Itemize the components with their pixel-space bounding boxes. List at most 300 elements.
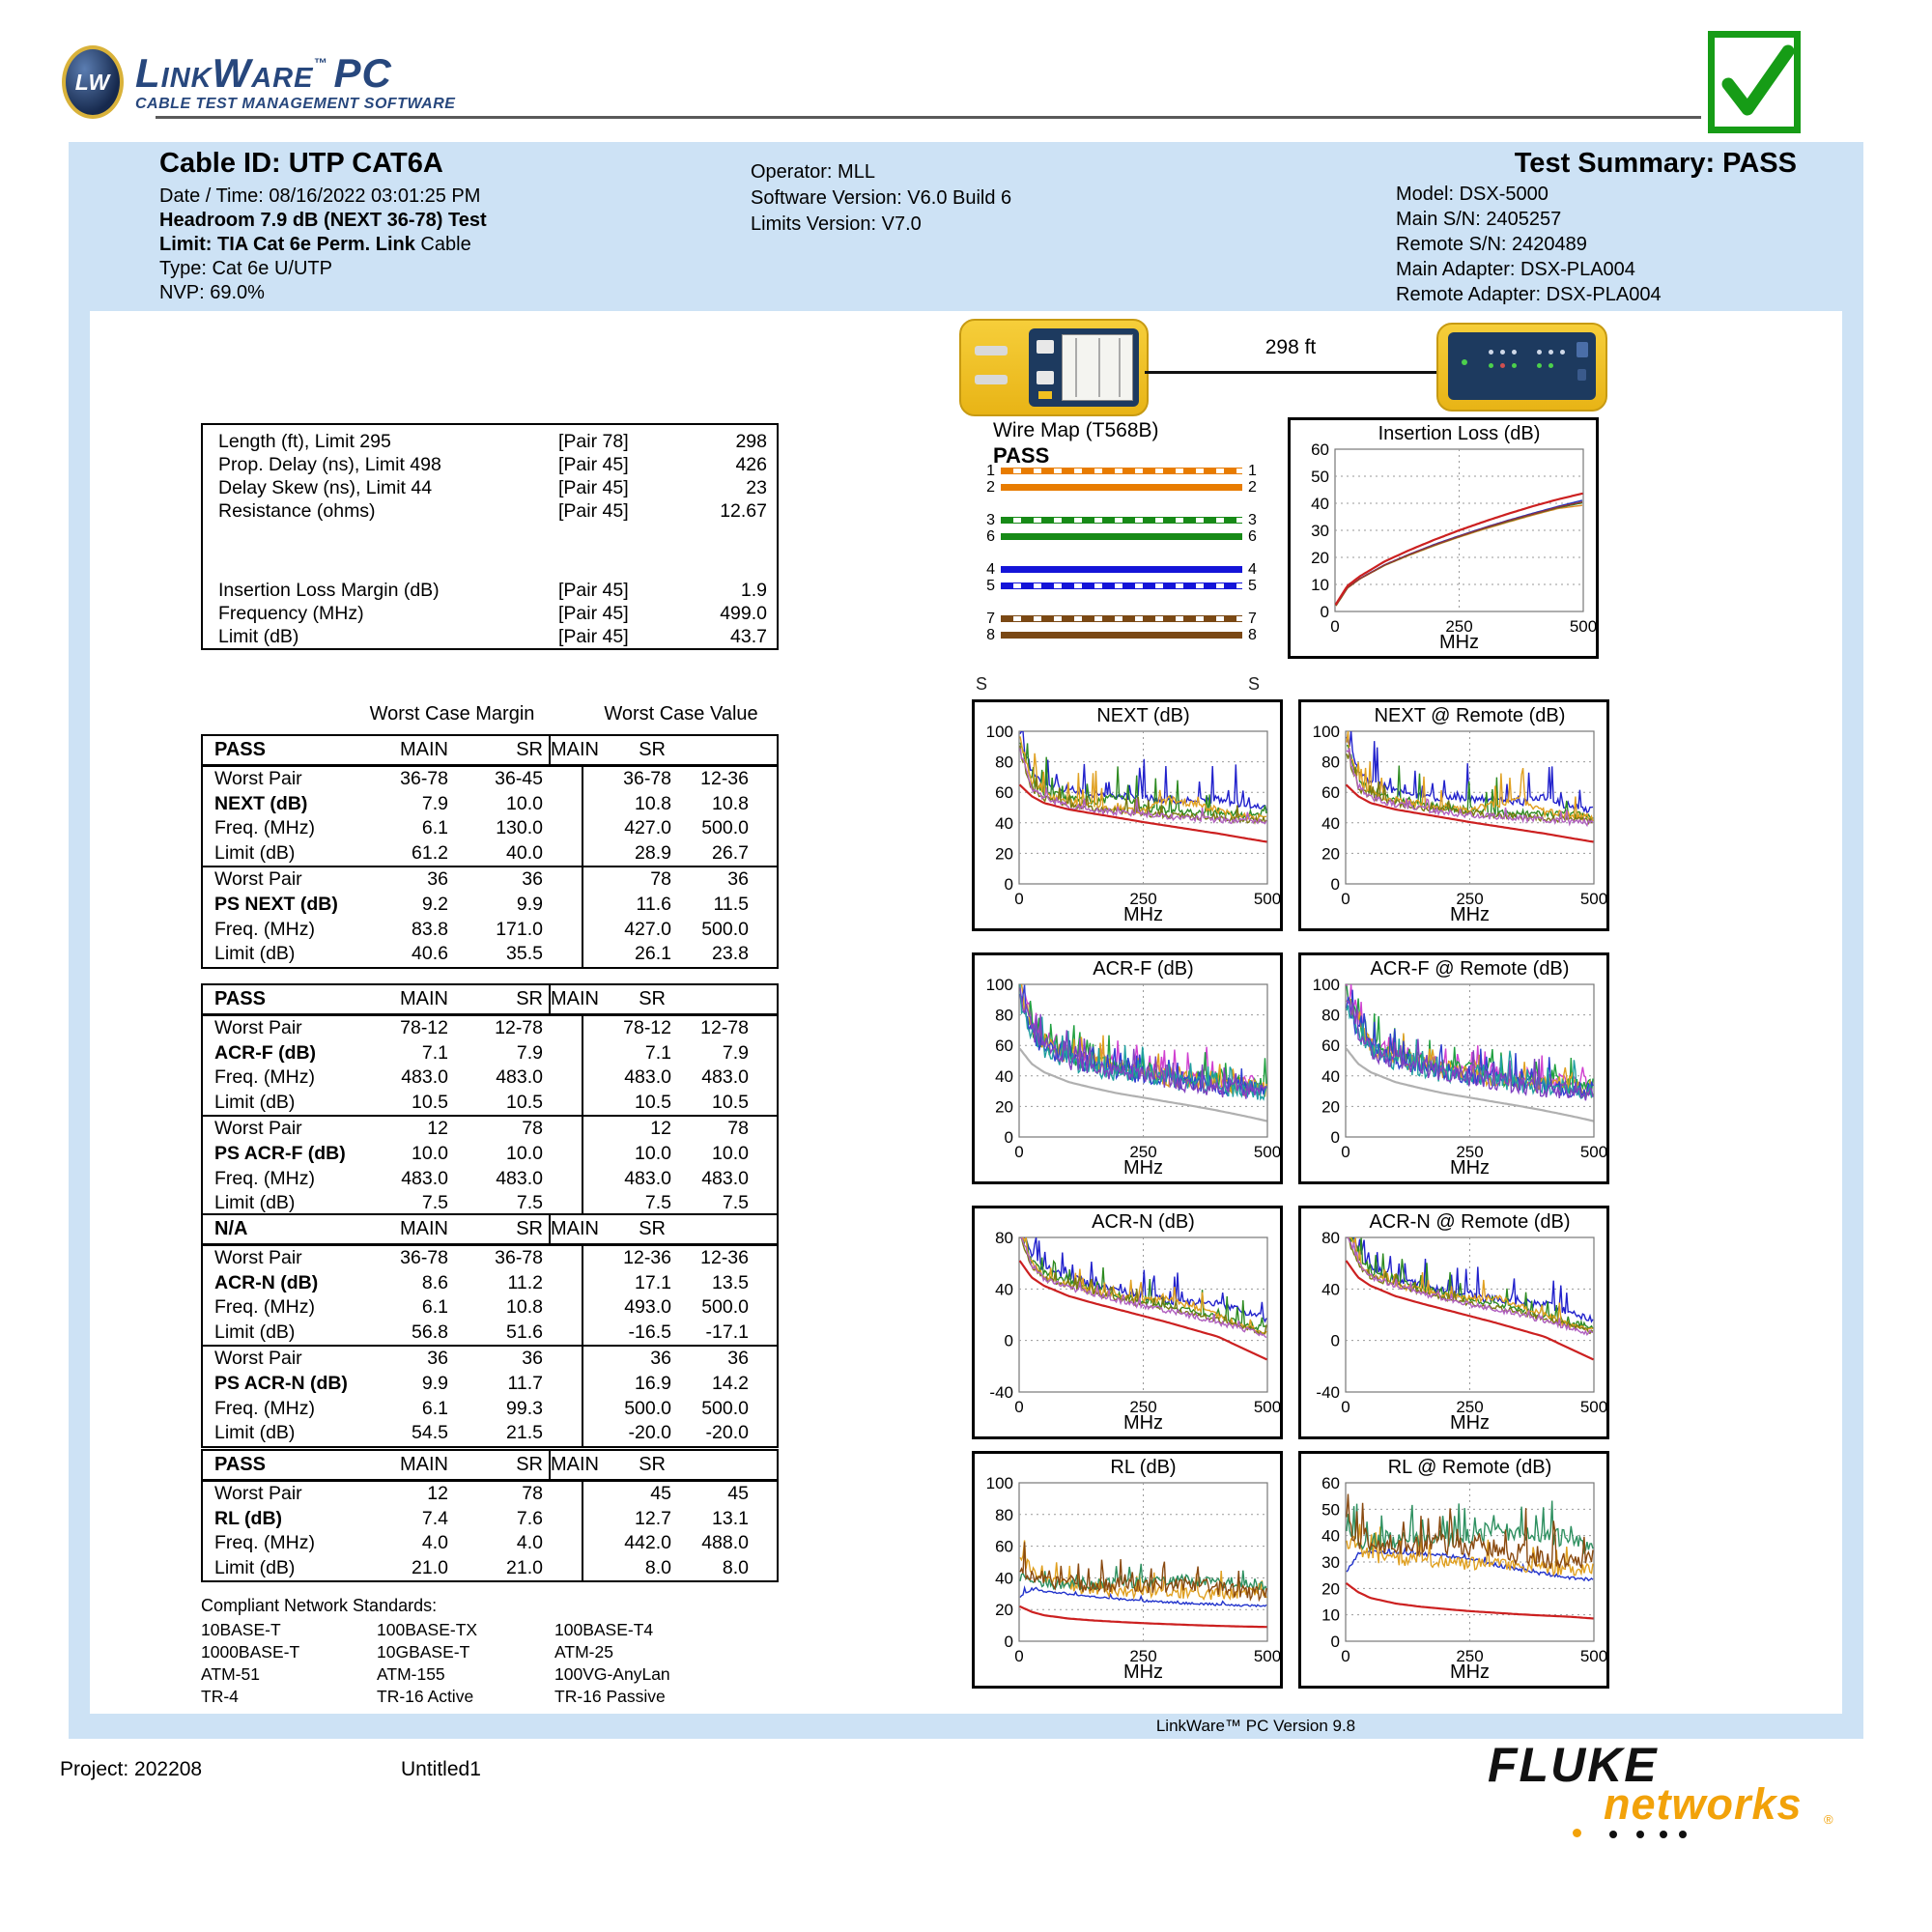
wire-number-right: 8	[1248, 627, 1257, 643]
margin-main-cell: 40.6	[412, 943, 448, 965]
svg-text:100: 100	[1312, 976, 1340, 994]
value-sr-cell: 36	[727, 868, 749, 891]
value-cell: 12.67	[720, 500, 767, 522]
value-sr-cell: 500.0	[701, 1296, 749, 1319]
wire-line	[1001, 582, 1242, 589]
svg-text:50: 50	[1321, 1500, 1340, 1520]
chart-canvas	[975, 1454, 1280, 1686]
svg-text:500: 500	[1253, 1143, 1280, 1161]
margin-main-cell: 78-12	[400, 1017, 448, 1038]
table-header-row	[203, 1215, 777, 1246]
table-row	[203, 1016, 777, 1041]
row-label: Length (ft), Limit 295	[218, 431, 391, 452]
margin-sr-cell: 21.0	[506, 1556, 543, 1578]
svg-text:0: 0	[1004, 1331, 1013, 1350]
table-row	[203, 893, 777, 918]
table-row	[203, 1421, 777, 1446]
value-sr-cell: 11.5	[713, 893, 749, 915]
value-sr-cell: 23.8	[712, 943, 749, 965]
chart-canvas	[975, 702, 1280, 928]
table-row	[203, 1065, 777, 1091]
spacer-cell	[549, 1091, 582, 1116]
table-row	[203, 1507, 777, 1532]
spacer-cell	[549, 1347, 582, 1372]
margin-sr-cell: 99.3	[506, 1397, 543, 1419]
value-sr-cell: 10.5	[712, 1091, 749, 1113]
value-main-cell: 483.0	[582, 1065, 675, 1091]
table-row	[203, 816, 777, 841]
margin-sr-cell: 7.6	[516, 1507, 543, 1529]
row-label: Worst Pair	[214, 1118, 302, 1140]
tester-port	[975, 375, 1008, 384]
wire-number-left: 5	[986, 578, 995, 594]
value-main-cell: 427.0	[582, 816, 675, 841]
acrn-chart	[972, 1206, 1283, 1439]
standard-item: ATM-25	[554, 1642, 613, 1662]
row-label: Frequency (MHz)	[218, 603, 364, 624]
svg-text:0: 0	[1341, 890, 1350, 908]
value-main-cell: 493.0	[582, 1295, 675, 1321]
svg-text:0: 0	[1330, 617, 1340, 636]
margin-main-cell: 36	[427, 868, 448, 891]
wire-line	[1001, 484, 1242, 491]
chart-canvas	[1301, 955, 1606, 1181]
table-row	[203, 625, 777, 648]
table-row	[203, 1556, 777, 1581]
svg-text:ACR-N (dB): ACR-N (dB)	[1092, 1211, 1195, 1233]
table-row	[203, 1295, 777, 1321]
spacer-cell	[549, 792, 582, 817]
margin-main-cell: 6.1	[421, 817, 448, 839]
wiremap-title: Wire Map (T568B)	[993, 419, 1159, 441]
fluke-networks-logo: networks	[1604, 1779, 1803, 1829]
status-cell: N/A	[214, 1218, 248, 1239]
value-sr-cell: 36	[727, 1348, 749, 1370]
operator: Operator: MLL	[751, 161, 875, 183]
row-label: Freq. (MHz)	[214, 1066, 315, 1089]
svg-text:-40: -40	[989, 1383, 1013, 1402]
remote-face	[1448, 332, 1596, 400]
row-label: Limit (dB)	[214, 1321, 296, 1343]
table-row	[203, 1142, 777, 1167]
table-spacer	[203, 523, 777, 579]
chart-canvas	[975, 955, 1280, 1181]
svg-text:60: 60	[1321, 1474, 1340, 1492]
logo-title: LinkWare™ PC	[135, 49, 392, 96]
standards-list	[201, 1619, 781, 1708]
spacer-cell	[549, 1531, 582, 1556]
value-sr-cell: 14.2	[712, 1372, 749, 1394]
value-main-cell: 10.0	[582, 1142, 675, 1167]
tester-screen-list	[1062, 334, 1133, 401]
spacer-cell	[549, 1191, 582, 1216]
svg-text:100: 100	[1312, 723, 1340, 741]
linkware-logo	[62, 41, 468, 124]
svg-text:60: 60	[1321, 1037, 1340, 1056]
svg-text:Insertion Loss (dB): Insertion Loss (dB)	[1378, 423, 1541, 444]
cable-id: Cable ID: UTP CAT6A	[159, 148, 443, 179]
pair-cell: [Pair 45]	[558, 454, 629, 475]
value-cell: 43.7	[730, 626, 767, 647]
logo-subtitle: CABLE TEST MANAGEMENT SOFTWARE	[135, 95, 456, 112]
standard-item: ATM-155	[377, 1664, 445, 1684]
row-label: PS ACR-F (dB)	[214, 1142, 346, 1164]
svg-text:500: 500	[1253, 1647, 1280, 1665]
svg-text:MHz: MHz	[1449, 1157, 1491, 1179]
svg-text:0: 0	[1341, 1143, 1350, 1161]
spacer-cell	[549, 1167, 582, 1192]
margin-sr-cell: 21.5	[506, 1422, 543, 1444]
row-label: Freq. (MHz)	[214, 1532, 315, 1554]
table-row	[203, 1167, 777, 1192]
svg-text:40: 40	[995, 1569, 1013, 1588]
svg-text:MHz: MHz	[1122, 904, 1164, 925]
s-marker-left: S	[976, 674, 988, 694]
svg-text:500: 500	[1253, 890, 1280, 908]
margin-main-cell: 7.4	[421, 1507, 448, 1529]
table-header-row	[203, 736, 777, 767]
wiremap-diagram	[978, 463, 1264, 643]
remote-adapter: Remote Adapter: DSX-PLA004	[1396, 284, 1662, 305]
row-label: Prop. Delay (ns), Limit 498	[218, 454, 441, 475]
table-row	[203, 841, 777, 867]
row-label: Limit (dB)	[214, 841, 296, 864]
margin-sr-cell: 10.0	[506, 792, 543, 814]
table-row	[203, 1482, 777, 1507]
table-row	[203, 476, 777, 499]
trademark-symbol: ™	[313, 54, 328, 71]
value-main-cell: 36-78	[582, 767, 675, 792]
margin-sr-cell: 483.0	[496, 1066, 543, 1089]
value-main-cell: 427.0	[582, 918, 675, 943]
table-row	[203, 1345, 777, 1372]
main-tester-image	[959, 319, 1149, 416]
margin-sr-cell: 36	[522, 868, 543, 891]
table-row	[203, 866, 777, 893]
lw-badge-text: LW	[74, 69, 111, 95]
row-label: Freq. (MHz)	[214, 1296, 315, 1319]
svg-text:0: 0	[1341, 1647, 1350, 1665]
margin-sr-cell: 12-78	[495, 1017, 543, 1038]
pair-cell: [Pair 45]	[558, 580, 629, 601]
row-label: Insertion Loss Margin (dB)	[218, 580, 440, 601]
worst-case-value-header: Worst Case Value	[604, 703, 758, 724]
operator-block	[751, 159, 1156, 238]
status-cell: PASS	[214, 1454, 266, 1475]
pair-cell: [Pair 45]	[558, 500, 629, 522]
software-version: Software Version: V6.0 Build 6	[751, 187, 1012, 209]
value-main-cell: 500.0	[582, 1397, 675, 1422]
svg-text:30: 30	[1321, 1553, 1340, 1572]
limit-line: Limit: TIA Cat 6e Perm. Link Cable	[159, 234, 471, 255]
row-label: Delay Skew (ns), Limit 44	[218, 477, 433, 498]
svg-text:40: 40	[1321, 1280, 1340, 1299]
svg-text:100: 100	[985, 976, 1013, 994]
svg-text:NEXT @ Remote (dB): NEXT @ Remote (dB)	[1374, 705, 1566, 726]
wire-number-right: 7	[1248, 611, 1257, 627]
value-sr-cell: 500.0	[701, 918, 749, 940]
svg-text:MHz: MHz	[1122, 1412, 1164, 1434]
column-header: SR	[639, 988, 666, 1009]
value-sr-cell: 483.0	[701, 1066, 749, 1089]
margin-sr-cell: 36	[522, 1348, 543, 1370]
svg-text:60: 60	[1321, 783, 1340, 803]
spacer-cell	[549, 1142, 582, 1167]
header-rule	[156, 116, 1701, 119]
svg-text:20: 20	[1321, 1097, 1340, 1117]
value-main-cell: 78	[582, 867, 675, 893]
svg-text:80: 80	[1321, 1006, 1340, 1025]
margin-main-cell: 9.9	[421, 1372, 448, 1394]
software-footer-version: LinkWare™ PC Version 9.8	[1155, 1717, 1356, 1735]
svg-text:40: 40	[1321, 813, 1340, 833]
project-label: Project: 202208	[60, 1758, 203, 1780]
model: Model: DSX-5000	[1396, 184, 1548, 205]
value-cell: 499.0	[720, 603, 767, 624]
svg-text:30: 30	[1311, 522, 1329, 540]
svg-text:0: 0	[1330, 1633, 1340, 1651]
next-chart	[972, 699, 1283, 931]
acrf-chart	[972, 952, 1283, 1184]
tester-port	[975, 346, 1008, 355]
standard-item: 100BASE-TX	[377, 1620, 478, 1639]
margin-sr-cell: 9.9	[516, 893, 543, 915]
svg-text:MHz: MHz	[1449, 904, 1491, 925]
svg-text:80: 80	[995, 1229, 1013, 1247]
spacer-cell	[549, 1065, 582, 1091]
svg-text:80: 80	[995, 753, 1013, 772]
margin-sr-cell: 11.2	[507, 1271, 543, 1293]
rl-chart	[972, 1451, 1283, 1689]
value-cell: 426	[735, 454, 767, 475]
column-header: MAIN	[400, 739, 448, 760]
acrn-remote-chart	[1298, 1206, 1609, 1439]
value-sr-cell: 10.8	[712, 792, 749, 814]
column-header: MAIN	[549, 1215, 582, 1243]
table-row	[203, 1091, 777, 1116]
spacer-cell	[549, 1295, 582, 1321]
row-label: Limit (dB)	[218, 626, 299, 647]
insertion-loss-chart	[1288, 417, 1599, 659]
wire-number-right: 4	[1248, 561, 1257, 578]
margin-main-cell: 7.1	[421, 1041, 448, 1064]
lw-badge-icon	[62, 45, 124, 119]
spacer-cell	[549, 816, 582, 841]
value-sr-cell: 45	[727, 1483, 749, 1504]
row-label: PS ACR-N (dB)	[214, 1372, 348, 1394]
value-sr-cell: 500.0	[701, 817, 749, 839]
wire-line	[1001, 533, 1242, 540]
row-label: Worst Pair	[214, 768, 302, 789]
rl-remote-chart	[1298, 1451, 1609, 1689]
value-main-cell: 10.8	[582, 792, 675, 817]
svg-text:RL (dB): RL (dB)	[1110, 1457, 1177, 1478]
value-sr-cell: 500.0	[701, 1397, 749, 1419]
standard-item: 10BASE-T	[201, 1620, 281, 1639]
wiremap-status: PASS	[993, 443, 1050, 468]
acrf-table	[201, 983, 779, 1218]
svg-text:0: 0	[1330, 1128, 1340, 1147]
value-main-cell: 7.1	[582, 1041, 675, 1066]
length-label: 298 ft	[1264, 336, 1317, 358]
value-sr-cell: 488.0	[701, 1532, 749, 1554]
logo-dot	[1660, 1831, 1667, 1838]
file-label: Untitled1	[401, 1758, 481, 1780]
row-label: Worst Pair	[214, 868, 302, 891]
table-row	[203, 1191, 777, 1216]
spacer-cell	[549, 867, 582, 893]
value-sr-cell: 483.0	[701, 1167, 749, 1189]
svg-text:20: 20	[1321, 1579, 1340, 1599]
margin-sr-cell: 36-78	[495, 1247, 543, 1268]
svg-text:40: 40	[995, 1066, 1013, 1086]
svg-text:ACR-F @ Remote (dB): ACR-F @ Remote (dB)	[1370, 958, 1570, 980]
value-main-cell: 11.6	[582, 893, 675, 918]
row-label: Worst Pair	[214, 1483, 302, 1504]
column-header: MAIN	[549, 1451, 582, 1479]
chart-canvas	[1291, 420, 1596, 656]
value-main-cell: 12	[582, 1117, 675, 1142]
column-header: MAIN	[549, 736, 582, 764]
remote-button	[1577, 342, 1588, 357]
results-table	[201, 423, 779, 650]
svg-text:40: 40	[1311, 495, 1329, 513]
table-row	[203, 918, 777, 943]
value-main-cell: 28.9	[582, 841, 675, 867]
column-header: SR	[639, 739, 666, 760]
wire-number-left: 7	[986, 611, 995, 627]
margin-main-cell: 483.0	[401, 1066, 448, 1089]
chart-canvas	[975, 1208, 1280, 1436]
row-label: RL (dB)	[214, 1507, 283, 1529]
svg-text:40: 40	[1321, 1066, 1340, 1086]
margin-sr-cell: 10.0	[506, 1142, 543, 1164]
svg-text:40: 40	[995, 813, 1013, 833]
test-summary: Test Summary: PASS	[1514, 148, 1797, 179]
table-row	[203, 430, 777, 453]
svg-text:MHz: MHz	[1122, 1157, 1164, 1179]
column-header: SR	[639, 1454, 666, 1475]
svg-text:0: 0	[1341, 1398, 1350, 1416]
value-sr-cell: 13.1	[712, 1507, 749, 1529]
svg-text:20: 20	[995, 1097, 1013, 1117]
row-label: Limit (dB)	[214, 1091, 296, 1113]
margin-sr-cell: 4.0	[516, 1532, 543, 1554]
svg-text:40: 40	[995, 1280, 1013, 1299]
remote-sn: Remote S/N: 2420489	[1396, 234, 1587, 255]
svg-text:MHz: MHz	[1449, 1662, 1491, 1683]
row-label: PS NEXT (dB)	[214, 893, 338, 915]
wire-line	[1001, 517, 1242, 524]
row-label: Worst Pair	[214, 1247, 302, 1268]
svg-text:40: 40	[1321, 1526, 1340, 1546]
row-label: Freq. (MHz)	[214, 1397, 315, 1419]
svg-text:50: 50	[1311, 468, 1329, 486]
tester-button	[1038, 391, 1052, 399]
spacer-cell	[549, 1482, 582, 1507]
svg-text:500: 500	[1579, 1647, 1606, 1665]
spacer-cell	[549, 893, 582, 918]
wire-line	[1001, 632, 1242, 639]
svg-text:250: 250	[1456, 890, 1484, 908]
wire-number-left: 8	[986, 627, 995, 643]
row-label: Freq. (MHz)	[214, 1167, 315, 1189]
table-row	[203, 792, 777, 817]
wire-line	[1001, 566, 1242, 573]
spacer-cell	[549, 1556, 582, 1581]
row-label: Worst Pair	[214, 1017, 302, 1038]
column-header: MAIN	[400, 1218, 448, 1239]
value-main-cell: -20.0	[582, 1421, 675, 1446]
wire-number-right: 1	[1248, 463, 1257, 479]
svg-text:250: 250	[1456, 1143, 1484, 1161]
wire-number-left: 2	[986, 479, 995, 496]
svg-text:0: 0	[1014, 1143, 1024, 1161]
margin-main-cell: 10.5	[412, 1091, 448, 1113]
value-main-cell: 442.0	[582, 1531, 675, 1556]
wire-number-left: 4	[986, 561, 995, 578]
svg-text:10: 10	[1321, 1605, 1340, 1625]
value-main-cell: 8.0	[582, 1556, 675, 1581]
value-main-cell: 483.0	[582, 1167, 675, 1192]
status-cell: PASS	[214, 739, 266, 760]
svg-text:250: 250	[1129, 1143, 1157, 1161]
remote-button	[1577, 369, 1586, 381]
column-header: SR	[516, 1218, 543, 1239]
column-header: MAIN	[400, 1454, 448, 1475]
svg-text:MHz: MHz	[1438, 632, 1480, 653]
nvp: NVP: 69.0%	[159, 282, 265, 303]
svg-text:20: 20	[995, 1601, 1013, 1620]
row-label: Limit (dB)	[214, 943, 296, 965]
table-header-row	[203, 985, 777, 1016]
margin-sr-cell: 40.0	[506, 841, 543, 864]
wire-number-left: 1	[986, 463, 995, 479]
margin-main-cell: 83.8	[412, 918, 448, 940]
margin-sr-cell: 483.0	[496, 1167, 543, 1189]
margin-sr-cell: 35.5	[506, 943, 543, 965]
margin-main-cell: 21.0	[412, 1556, 448, 1578]
pair-cell: [Pair 45]	[558, 477, 629, 498]
svg-text:0: 0	[1330, 875, 1340, 894]
value-cell: 298	[735, 431, 767, 452]
value-main-cell: 17.1	[582, 1271, 675, 1296]
svg-text:500: 500	[1253, 1398, 1280, 1416]
rl-table	[201, 1449, 779, 1582]
margin-sr-cell: 7.5	[516, 1192, 543, 1214]
next-remote-chart	[1298, 699, 1609, 931]
acrf-remote-chart	[1298, 952, 1609, 1184]
value-main-cell: 16.9	[582, 1372, 675, 1397]
main-sn: Main S/N: 2405257	[1396, 209, 1562, 230]
value-main-cell: 12.7	[582, 1507, 675, 1532]
svg-text:60: 60	[995, 1537, 1013, 1556]
margin-main-cell: 7.9	[421, 792, 448, 814]
value-main-cell: 7.5	[582, 1191, 675, 1216]
pair-cell: [Pair 45]	[558, 626, 629, 647]
margin-main-cell: 9.2	[421, 893, 448, 915]
svg-text:RL @ Remote (dB): RL @ Remote (dB)	[1387, 1457, 1552, 1478]
main-adapter: Main Adapter: DSX-PLA004	[1396, 259, 1635, 280]
headroom: Headroom 7.9 dB (NEXT 36-78) Test	[159, 210, 487, 231]
margin-sr-cell: 10.8	[506, 1296, 543, 1319]
table-row	[203, 1397, 777, 1422]
spacer-cell	[549, 1271, 582, 1296]
svg-text:60: 60	[1311, 440, 1329, 459]
column-header: SR	[516, 739, 543, 760]
row-label: ACR-N (dB)	[214, 1271, 319, 1293]
wire-number-left: 6	[986, 528, 995, 545]
